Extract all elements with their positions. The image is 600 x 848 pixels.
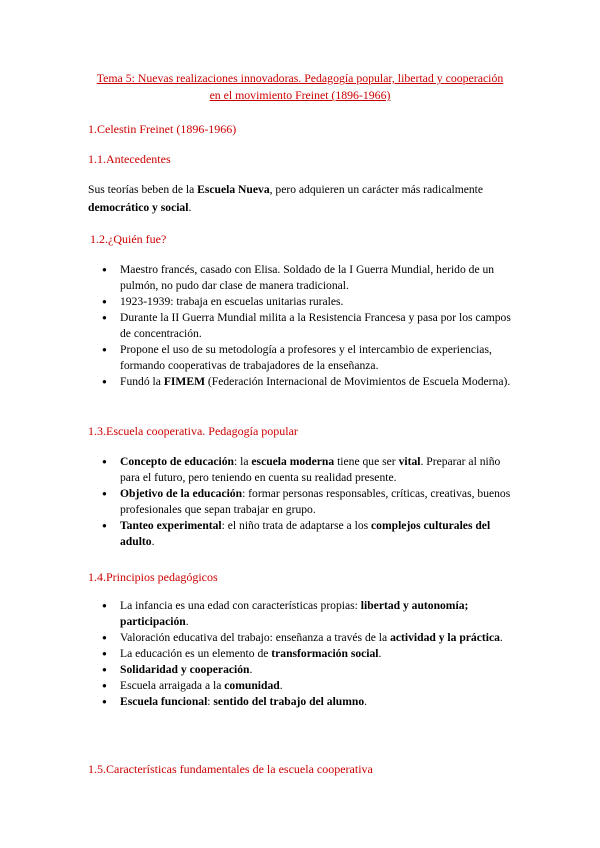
text-run: .	[378, 647, 382, 660]
bold-run: Tanteo experimental	[120, 519, 222, 532]
bold-run: Escuela Nueva	[197, 183, 270, 196]
list-item	[102, 630, 520, 646]
section-heading-1-5: 1.5.Características fundamentales de la escuela cooperativa	[88, 762, 373, 776]
text-run: Valoración educativa del trabajo: enseñanza a través de la	[120, 631, 391, 644]
section-heading-1: 1.Celestin Freinet (1896-1966)	[88, 122, 237, 136]
text-run: tiene que ser	[334, 455, 399, 468]
text-run: .	[185, 615, 189, 628]
bold-run: comunidad	[224, 679, 280, 692]
text-run: .	[151, 535, 155, 548]
bold-run: vital	[398, 455, 421, 468]
text-run: Fundó la	[120, 375, 164, 388]
escuela-cooperativa-list	[102, 454, 520, 550]
list-item	[102, 678, 520, 694]
list-item	[102, 646, 520, 662]
quien-fue-list	[102, 262, 520, 390]
text-run: .	[279, 679, 283, 692]
text-run: (Federación Internacional de Movimientos de Escuela Moderna).	[205, 375, 511, 388]
bold-run: Solidaridad y cooperación	[120, 663, 250, 676]
list-item	[102, 662, 520, 678]
text-run: Sus teorías beben de la	[88, 183, 198, 196]
text-run: : formar personas responsables, críticas, creativas, buenos profesionales que sepan trabajar en grupo.	[120, 487, 511, 516]
text-run: . Preparar al niño para el futuro, pero teniendo en cuenta su realidad presente.	[120, 455, 501, 484]
list-item	[102, 454, 520, 486]
text-run: .	[364, 695, 368, 708]
bold-run: sentido del trabajo del alumno	[213, 695, 365, 708]
bold-run: complejos culturales del adulto	[120, 519, 491, 548]
list-item	[102, 694, 520, 710]
section-heading-1-3: 1.3.Escuela cooperativa. Pedagogía popular	[88, 424, 298, 438]
text-run: :	[207, 695, 214, 708]
text-run: , pero adquieren un carácter más radicalmente	[269, 183, 484, 196]
bold-run: libertad y autonomía; participación	[120, 599, 469, 628]
bold-run: Objetivo de la educación	[120, 487, 243, 500]
bold-run: escuela moderna	[251, 455, 335, 468]
text-run: .	[188, 201, 192, 214]
document-title	[70, 70, 530, 104]
bold-run: Concepto de educación	[120, 455, 235, 468]
text-run: La infancia es una edad con características propias:	[120, 599, 361, 612]
list-item: ● 1923-1939: trabaja en escuelas unitarias rurales.	[102, 294, 520, 310]
bold-run: transformación social	[271, 647, 379, 660]
bold-run: actividad y la práctica	[390, 631, 500, 644]
list-item: ● Propone el uso de su metodología a profesores y el intercambio de experiencias, formando cooperativas de trabajadores de la enseñanza.	[102, 342, 520, 374]
list-item	[102, 486, 520, 518]
text-run: .	[249, 663, 253, 676]
section-heading-1-1: 1.1.Antecedentes	[88, 152, 171, 166]
text-run: : el niño trata de adaptarse a los	[221, 519, 372, 532]
bold-run: Escuela funcional	[120, 695, 208, 708]
text-run: La educación es un elemento de	[120, 647, 272, 660]
principios-list	[102, 598, 520, 710]
text-run: : la	[234, 455, 252, 468]
title-line-1: Tema 5: Nuevas realizaciones innovadoras. Pedagogía popular, libertad y cooperación	[96, 71, 504, 85]
title-line-2: en el movimiento Freinet (1896-1966)	[209, 88, 391, 102]
list-item	[102, 374, 520, 390]
list-item: ● Durante la II Guerra Mundial milita a la Resistencia Francesa y pasa por los campos de concentración.	[102, 310, 520, 342]
section-heading-1-2: 1.2.¿Quién fue?	[90, 232, 167, 246]
text-run: .	[499, 631, 503, 644]
list-item	[102, 518, 520, 550]
text-run: Escuela arraigada a la	[120, 679, 225, 692]
antecedentes-paragraph	[88, 181, 518, 217]
list-item: ● Maestro francés, casado con Elisa. Soldado de la I Guerra Mundial, herido de un pulmón, no pudo dar clase de manera tradicional.	[102, 262, 520, 294]
bold-run: democrático y social	[88, 201, 189, 214]
list-item	[102, 598, 520, 630]
bold-run: FIMEM	[163, 375, 206, 388]
section-heading-1-4: 1.4.Principios pedagógicos	[88, 570, 218, 584]
